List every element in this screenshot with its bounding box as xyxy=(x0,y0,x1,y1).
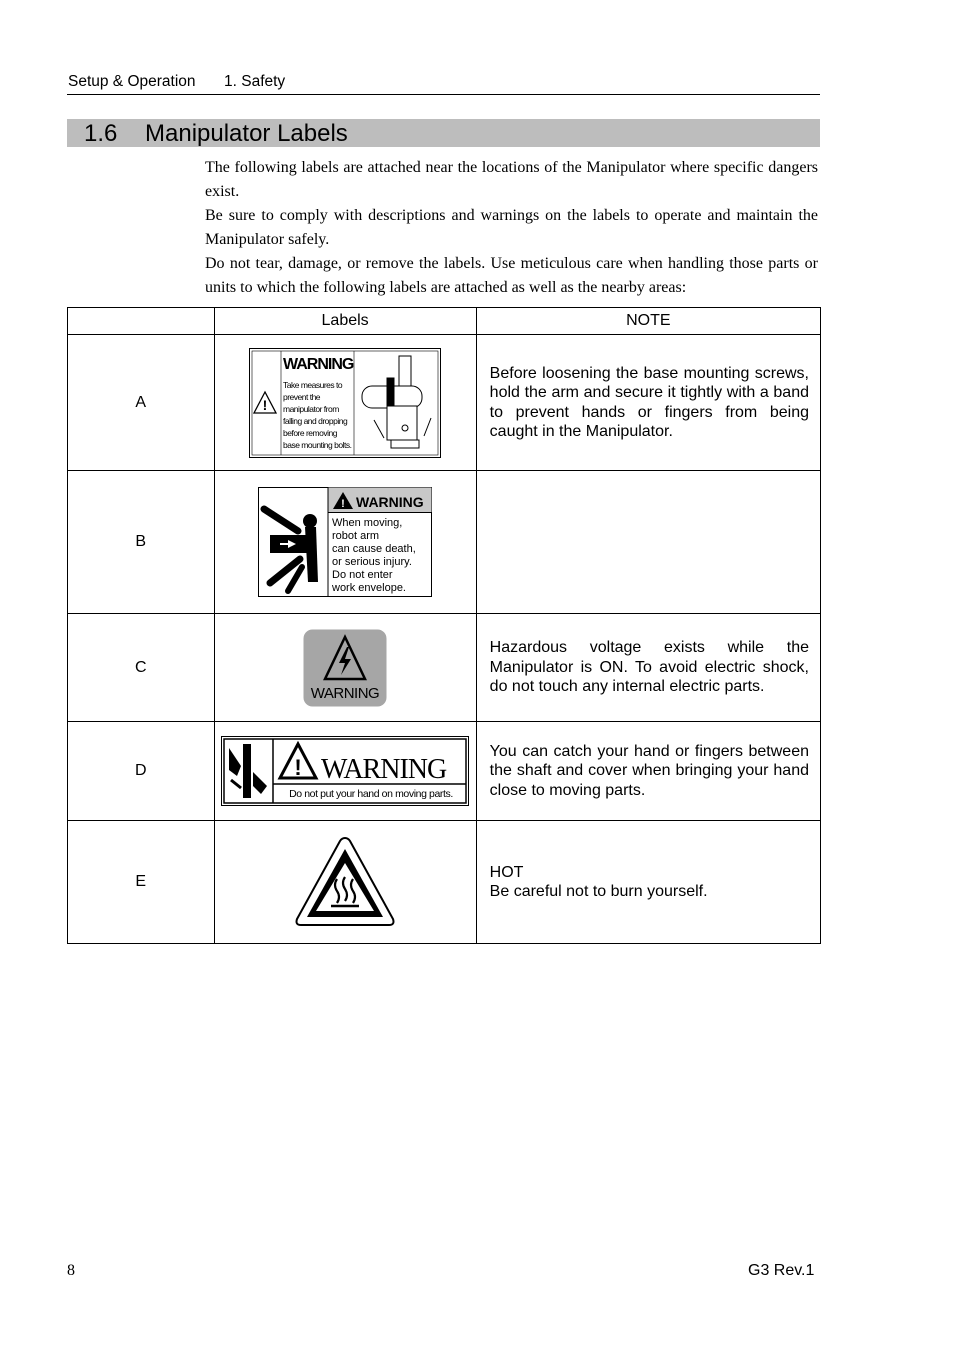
svg-text:!: ! xyxy=(341,498,345,510)
note-cell: Before loosening the base mounting screws, hold the arm and secure it tightly with a band to prevent hands or fingers from being caught in the Manipulator. xyxy=(476,335,820,471)
hot-surface-warning-label xyxy=(293,835,397,929)
table-row xyxy=(68,614,821,722)
label-cell xyxy=(214,821,476,944)
label-text: When moving, xyxy=(332,517,403,529)
header-cell-note: NOTE xyxy=(476,308,820,335)
label-title: WARNING xyxy=(356,494,424,510)
header-chapter: 1. Safety xyxy=(224,73,286,90)
page-header xyxy=(67,72,820,95)
row-id: E xyxy=(68,821,215,944)
table-row xyxy=(68,722,821,821)
label-text: manipulator from xyxy=(283,403,339,414)
base-mounting-warning-label xyxy=(249,348,441,458)
label-text: Do not enter xyxy=(332,569,393,581)
row-id: B xyxy=(68,471,215,614)
label-text: Do not put your hand on moving parts. xyxy=(289,788,453,800)
pinch-hand-warning-label xyxy=(221,736,469,806)
note-title: HOT xyxy=(489,863,524,881)
note-cell xyxy=(476,471,820,614)
svg-text:!: ! xyxy=(262,396,268,413)
section-number: 1.6 xyxy=(84,120,118,147)
note-cell: Hazardous voltage exists while the Manipulator is ON. To avoid electric shock, do not touch any internal electric parts. xyxy=(476,614,820,722)
label-text: before removing xyxy=(283,427,338,438)
label-cell xyxy=(214,722,476,821)
label-text: Take measures to xyxy=(283,379,343,390)
row-id: D xyxy=(68,722,215,821)
page-number: 8 xyxy=(67,1262,75,1279)
section-title: Manipulator Labels xyxy=(145,120,348,147)
intro-text xyxy=(205,156,818,300)
table-row xyxy=(68,471,821,614)
table-row xyxy=(68,821,821,944)
label-text: or serious injury. xyxy=(332,556,412,568)
row-id: A xyxy=(68,335,215,471)
label-title: WARNING xyxy=(321,754,447,785)
intro-paragraph: Be sure to comply with descriptions and warnings on the labels to operate and maintain the Manipulator safely. xyxy=(205,207,818,248)
label-cell xyxy=(214,335,476,471)
label-title: WARNING xyxy=(283,355,354,373)
header-section: Setup & Operation xyxy=(68,73,196,90)
note-text: Be careful not to burn yourself. xyxy=(489,883,708,900)
label-cell xyxy=(214,614,476,722)
label-text: robot arm xyxy=(332,530,380,542)
header-cell-labels: Labels xyxy=(214,308,476,335)
label-cell xyxy=(214,471,476,614)
row-id: C xyxy=(68,614,215,722)
table-row xyxy=(68,335,821,471)
section-heading xyxy=(67,119,820,147)
note-cell xyxy=(476,821,820,944)
electric-shock-warning-label xyxy=(303,629,387,707)
robot-arm-warning-label xyxy=(258,487,432,597)
table-header-row xyxy=(68,308,821,335)
labels-table xyxy=(67,307,821,944)
label-text: work envelope. xyxy=(332,582,407,594)
label-title: WARNING xyxy=(310,684,380,702)
label-text: prevent the xyxy=(283,391,321,402)
header-cell-empty xyxy=(68,308,215,335)
intro-paragraph: The following labels are attached near the locations of the Manipulator where specific dangers exist. xyxy=(205,159,818,200)
document-revision: G3 Rev.1 xyxy=(748,1262,815,1279)
intro-paragraph: Do not tear, damage, or remove the labels. Use meticulous care when handling those parts or units to which the following labels are attached as well as the nearby areas: xyxy=(205,255,818,296)
svg-text:!: ! xyxy=(294,755,302,780)
label-text: can cause death, xyxy=(332,543,416,555)
label-text: falling and dropping xyxy=(283,415,348,426)
note-cell: You can catch your hand or fingers between the shaft and cover when bringing your hand close to moving parts. xyxy=(476,722,820,821)
label-text: base mounting bolts. xyxy=(283,439,352,450)
